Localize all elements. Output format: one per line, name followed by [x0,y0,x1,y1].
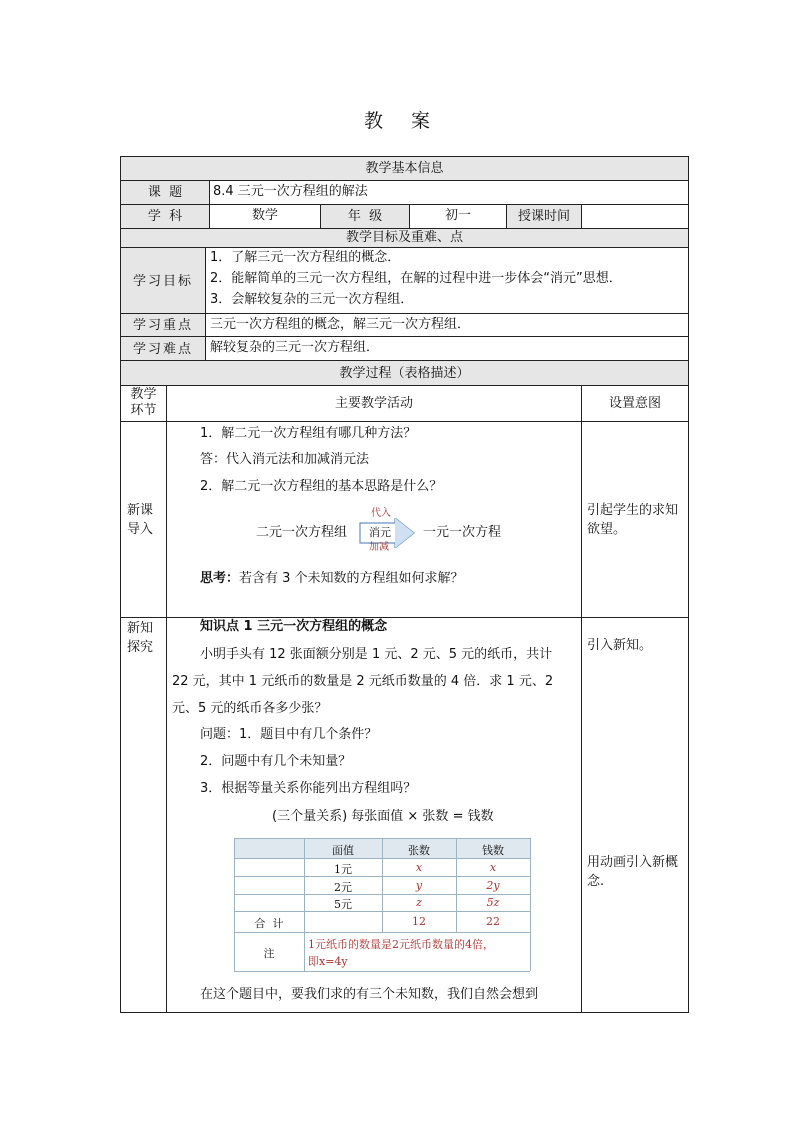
money-row2-count: y [415,879,423,892]
problem-line-2: 22 元，其中 1 元纸币的数量是 2 元纸币数量的 4 倍．求 1 元、2 [172,674,554,689]
intro-q2: 2．解二元一次方程组的基本思路是什么？ [200,479,443,494]
think-text: 若含有 3 个未知数的方程组如何求解？ [239,571,464,586]
relation-line: (三个量关系) 每张面值 × 张数 = 钱数 [272,809,494,824]
diagram-left: 二元一次方程组 [256,525,348,540]
objective-1: 1．了解三元一次方程组的概念． [210,250,401,265]
title-char-2: 案 [411,110,431,132]
explore-stage-cell [120,617,167,1013]
keypoint-value: 三元一次方程组的概念，解三元一次方程组． [210,317,471,332]
goals-header: 教学目标及重难、点 [345,230,463,245]
objectives-label: 学习目标 [132,274,193,289]
intro-stage: 新课导入 [126,503,153,537]
diagram-right: 一元一次方程 [423,525,502,540]
problem-line-1: 小明手头有 12 张面额分别是 1 元、2 元、5 元的纸币，共计 [200,647,553,662]
difficulty-value: 解较复杂的三元一次方程组． [210,340,380,355]
explore-intent-2: 用动画引入新概念. [587,855,679,889]
money-row3-count: z [416,896,422,909]
money-row1-total: x [489,861,497,874]
col-intent: 设置意图 [608,396,661,411]
problem-line-3: 元、5 元的纸币各多少张？ [172,701,328,716]
basic-info-header: 教学基本信息 [365,161,444,176]
money-note-line2: 即x=4y [308,955,348,968]
topic-value: 8.4 三元一次方程组的解法 [213,184,368,199]
money-total-count: 12 [412,915,426,928]
time-label: 授课时间 [517,209,570,224]
process-header: 教学过程（表格描述） [339,366,470,381]
explore-intent-cell [581,617,689,1013]
page-title [0,106,794,133]
question-2: 2．问题中有几个未知量？ [200,754,352,769]
arrow-label-top: 代入 [371,508,391,519]
money-row2-face: 2元 [334,881,352,894]
money-row1-face: 1元 [334,863,352,876]
keypoint-label: 学习重点 [132,318,193,333]
think-label: 思考： [200,571,240,586]
money-row1-count: x [415,861,423,874]
grade-value: 初一 [444,208,471,223]
money-header-total: 钱数 [482,844,504,857]
arrow-label-mid: 消元 [369,526,391,539]
time-value-cell [581,204,689,229]
money-note-line1: 1元纸币的数量是2元纸币数量的4倍， [308,938,494,951]
intro-intent: 引起学生的求知欲望。 [587,503,679,537]
money-row3-total: 5z [486,896,500,909]
money-table [234,838,530,971]
intro-q1: 1．解二元一次方程组有哪几种方法？ [200,426,417,441]
money-row2-total: 2y [486,879,500,892]
subject-label: 学 科 [147,209,183,224]
money-header-face: 面值 [332,844,354,857]
question-1: 问题：1．题目中有几个条件？ [200,727,378,742]
grade-label: 年 级 [347,209,383,224]
objective-3: 3．会解较复杂的三元一次方程组． [210,292,414,307]
money-row3-face: 5元 [334,898,352,911]
money-header-count: 张数 [408,844,430,857]
explore-last-line: 在这个题目中，要我们求的有三个未知数，我们自然会想到 [200,987,539,1002]
objective-2: 2．能解简单的三元一次方程组，在解的过程中进一步体会“消元”思想． [210,271,622,286]
kp-title: 知识点 1 三元一次方程组的概念 [200,619,388,634]
intro-a1: 答：代入消元法和加减消元法 [200,452,370,467]
difficulty-label: 学习难点 [132,342,193,357]
explore-stage: 新知探究 [126,621,153,655]
col-activity: 主要教学活动 [334,396,413,411]
money-total-label: 合 计 [254,917,284,930]
money-total-money: 22 [486,915,500,928]
subject-value: 数学 [251,208,278,223]
money-note-label: 注 [263,947,275,960]
question-3: 3．根据等量关系你能列出方程组吗？ [200,781,417,796]
arrow-label-bottom: 加减 [369,542,389,553]
title-char-1: 教 [363,110,383,132]
topic-label: 课 题 [147,185,183,200]
explore-intent-1: 引入新知。 [587,638,653,653]
intro-think [200,571,464,587]
col-stage: 教学环节 [130,387,157,418]
